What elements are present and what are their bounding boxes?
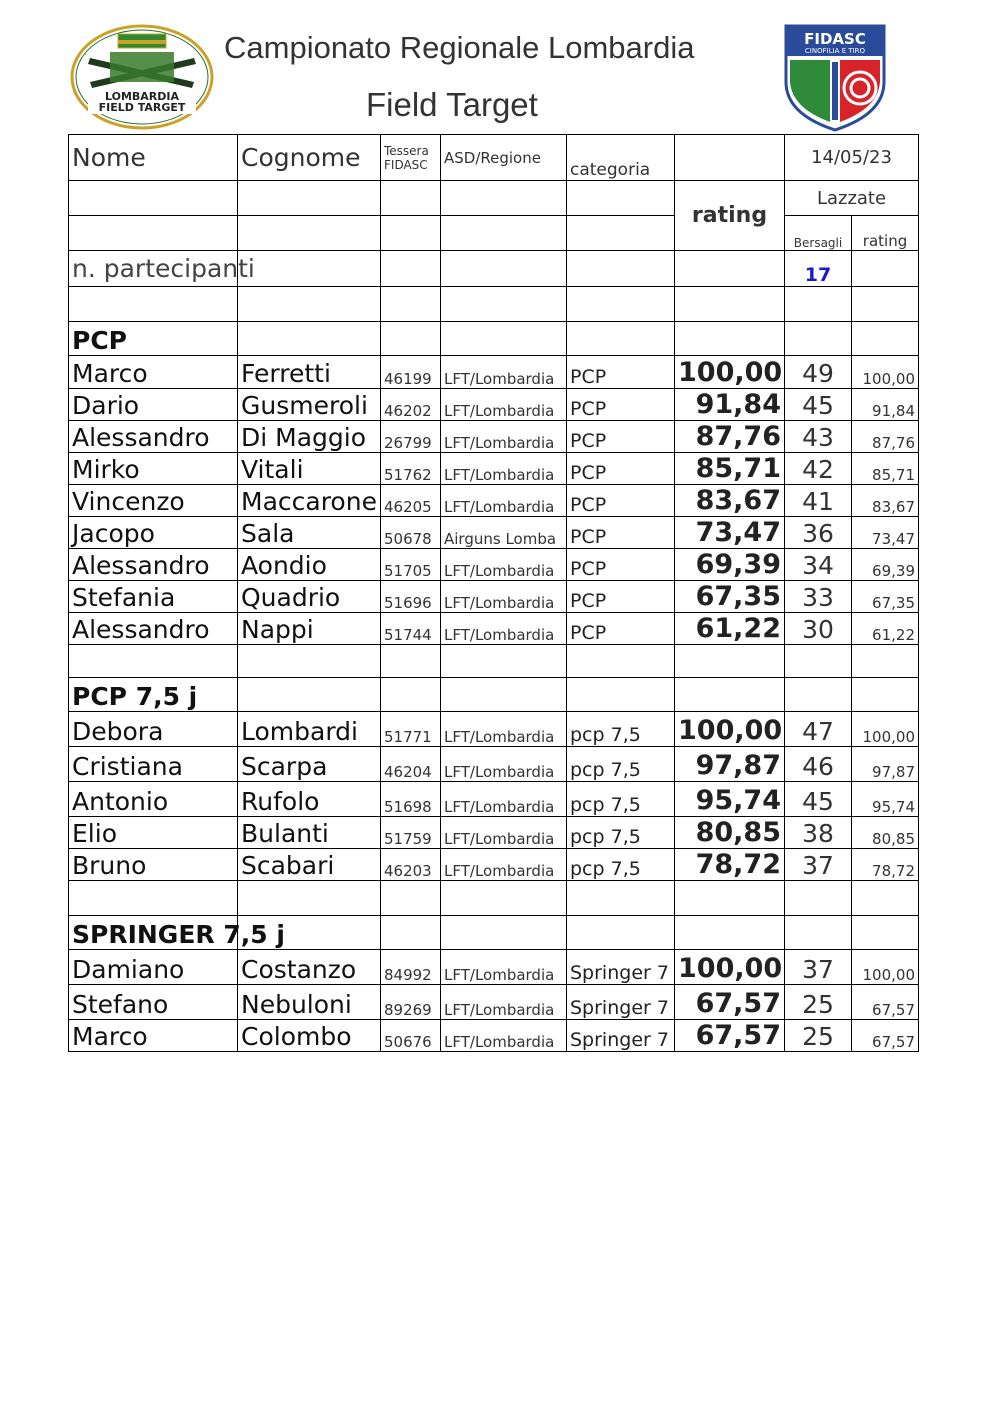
cell-bersagli: 49 [785, 356, 852, 389]
cell-rating: 73,47 [675, 517, 785, 549]
table-row [69, 747, 919, 782]
cell-nome: Alessandro [69, 613, 238, 645]
cell-tessera: 51696 [381, 581, 441, 613]
table-row [69, 985, 919, 1020]
cell-rating: 61,22 [675, 613, 785, 645]
cell-nome: Jacopo [69, 517, 238, 549]
cell-nome: Marco [69, 1020, 238, 1052]
cell-event-rating: 100,00 [852, 950, 919, 985]
cell-rating: 69,39 [675, 549, 785, 581]
col-header-rating: rating [675, 181, 785, 251]
cell-event-rating: 67,35 [852, 581, 919, 613]
section-title: SPRINGER 7,5 j [69, 916, 238, 950]
cell-tessera: 46204 [381, 747, 441, 782]
table-row [69, 712, 919, 747]
cell-bersagli: 36 [785, 517, 852, 549]
cell-rating: 67,35 [675, 581, 785, 613]
section-title: PCP [69, 322, 238, 356]
cell-asd: LFT/Lombardia [441, 389, 567, 421]
cell-tessera: 51759 [381, 817, 441, 849]
cell-asd: LFT/Lombardia [441, 581, 567, 613]
cell-categoria: PCP [567, 356, 675, 389]
cell-bersagli: 38 [785, 817, 852, 849]
cell-bersagli: 47 [785, 712, 852, 747]
cell-cognome: Sala [238, 517, 381, 549]
cell-asd: LFT/Lombardia [441, 453, 567, 485]
cell-asd: LFT/Lombardia [441, 485, 567, 517]
svg-text:CINOFILIA E TIRO: CINOFILIA E TIRO [804, 47, 866, 55]
cell-asd: Airguns Lomba [441, 517, 567, 549]
cell-nome: Debora [69, 712, 238, 747]
cell-cognome: Lombardi [238, 712, 381, 747]
cell-tessera: 26799 [381, 421, 441, 453]
cell-tessera: 51771 [381, 712, 441, 747]
cell-nome: Elio [69, 817, 238, 849]
cell-categoria: pcp 7,5 [567, 782, 675, 817]
page-title-line2: Field Target [366, 86, 538, 123]
cell-nome: Stefano [69, 985, 238, 1020]
table-row [69, 782, 919, 817]
cell-categoria: Springer 7 [567, 950, 675, 985]
cell-tessera: 46202 [381, 389, 441, 421]
cell-rating: 87,76 [675, 421, 785, 453]
cell-categoria: PCP [567, 613, 675, 645]
cell-asd: LFT/Lombardia [441, 985, 567, 1020]
cell-asd: LFT/Lombardia [441, 613, 567, 645]
cell-nome: Alessandro [69, 421, 238, 453]
cell-categoria: pcp 7,5 [567, 849, 675, 881]
cell-nome: Damiano [69, 950, 238, 985]
table-row [69, 421, 919, 453]
cell-bersagli: 33 [785, 581, 852, 613]
cell-event-rating: 67,57 [852, 985, 919, 1020]
cell-cognome: Di Maggio [238, 421, 381, 453]
cell-event-rating: 85,71 [852, 453, 919, 485]
cell-categoria: PCP [567, 421, 675, 453]
cell-tessera: 51698 [381, 782, 441, 817]
cell-tessera: 46205 [381, 485, 441, 517]
cell-rating: 78,72 [675, 849, 785, 881]
cell-bersagli: 37 [785, 950, 852, 985]
cell-bersagli: 41 [785, 485, 852, 517]
cell-nome: Mirko [69, 453, 238, 485]
cell-asd: LFT/Lombardia [441, 421, 567, 453]
event-date: 14/05/23 [785, 135, 919, 181]
event-place: Lazzate [785, 181, 919, 216]
cell-tessera: 46203 [381, 849, 441, 881]
col-header-nome: Nome [69, 135, 238, 181]
cell-tessera: 51744 [381, 613, 441, 645]
cell-asd: LFT/Lombardia [441, 817, 567, 849]
cell-cognome: Scabari [238, 849, 381, 881]
section-header-row [69, 916, 919, 950]
cell-categoria: Springer 7 [567, 985, 675, 1020]
section-title: PCP 7,5 j [69, 678, 238, 712]
table-row [69, 817, 919, 849]
cell-event-rating: 67,57 [852, 1020, 919, 1052]
cell-tessera: 89269 [381, 985, 441, 1020]
cell-tessera: 46199 [381, 356, 441, 389]
cell-nome: Cristiana [69, 747, 238, 782]
cell-event-rating: 97,87 [852, 747, 919, 782]
cell-asd: LFT/Lombardia [441, 950, 567, 985]
cell-asd: LFT/Lombardia [441, 1020, 567, 1052]
cell-bersagli: 45 [785, 782, 852, 817]
cell-categoria: PCP [567, 389, 675, 421]
table-row [69, 485, 919, 517]
col-header-categoria: categoria [567, 135, 675, 181]
cell-categoria: pcp 7,5 [567, 712, 675, 747]
cell-nome: Dario [69, 389, 238, 421]
cell-asd: LFT/Lombardia [441, 747, 567, 782]
cell-rating: 85,71 [675, 453, 785, 485]
cell-bersagli: 37 [785, 849, 852, 881]
svg-text:LOMBARDIA: LOMBARDIA [104, 90, 180, 103]
cell-bersagli: 45 [785, 389, 852, 421]
cell-bersagli: 42 [785, 453, 852, 485]
cell-tessera: 51762 [381, 453, 441, 485]
cell-event-rating: 95,74 [852, 782, 919, 817]
cell-cognome: Costanzo [238, 950, 381, 985]
cell-cognome: Nebuloni [238, 985, 381, 1020]
cell-rating: 95,74 [675, 782, 785, 817]
cell-event-rating: 69,39 [852, 549, 919, 581]
section-header-row [69, 322, 919, 356]
cell-cognome: Colombo [238, 1020, 381, 1052]
fidasc-logo [782, 22, 888, 132]
col-header-tessera: Tessera FIDASC [381, 135, 441, 181]
cell-cognome: Gusmeroli [238, 389, 381, 421]
col-header-event-rating: rating [852, 216, 919, 251]
participants-count: 17 [785, 251, 852, 287]
cell-rating: 67,57 [675, 985, 785, 1020]
cell-cognome: Maccarone [238, 485, 381, 517]
cell-rating: 91,84 [675, 389, 785, 421]
spacer-row [69, 645, 919, 678]
table-row [69, 613, 919, 645]
cell-event-rating: 61,22 [852, 613, 919, 645]
svg-text:FIELD TARGET: FIELD TARGET [98, 101, 186, 114]
cell-event-rating: 87,76 [852, 421, 919, 453]
cell-event-rating: 80,85 [852, 817, 919, 849]
cell-categoria: pcp 7,5 [567, 817, 675, 849]
cell-nome: Stefania [69, 581, 238, 613]
cell-event-rating: 78,72 [852, 849, 919, 881]
cell-cognome: Quadrio [238, 581, 381, 613]
cell-rating: 83,67 [675, 485, 785, 517]
spacer-row [69, 881, 919, 916]
cell-categoria: PCP [567, 581, 675, 613]
cell-rating: 80,85 [675, 817, 785, 849]
section-header-row [69, 678, 919, 712]
table-row [69, 356, 919, 389]
cell-bersagli: 43 [785, 421, 852, 453]
cell-rating: 100,00 [675, 712, 785, 747]
table-row [69, 517, 919, 549]
cell-bersagli: 46 [785, 747, 852, 782]
cell-bersagli: 30 [785, 613, 852, 645]
cell-categoria: pcp 7,5 [567, 747, 675, 782]
cell-event-rating: 83,67 [852, 485, 919, 517]
cell-asd: LFT/Lombardia [441, 782, 567, 817]
col-header-asd: ASD/Regione [441, 135, 567, 181]
cell-cognome: Vitali [238, 453, 381, 485]
cell-asd: LFT/Lombardia [441, 849, 567, 881]
cell-rating: 97,87 [675, 747, 785, 782]
col-header-bersagli: Bersagli [785, 216, 852, 251]
cell-tessera: 50676 [381, 1020, 441, 1052]
cell-nome: Vincenzo [69, 485, 238, 517]
cell-tessera: 50678 [381, 517, 441, 549]
cell-cognome: Aondio [238, 549, 381, 581]
cell-event-rating: 100,00 [852, 712, 919, 747]
cell-nome: Bruno [69, 849, 238, 881]
cell-cognome: Scarpa [238, 747, 381, 782]
svg-text:FIDASC: FIDASC [804, 30, 866, 48]
cell-rating: 100,00 [675, 356, 785, 389]
table-row [69, 581, 919, 613]
table-row [69, 950, 919, 985]
table-row [69, 389, 919, 421]
cell-event-rating: 73,47 [852, 517, 919, 549]
table-row [69, 453, 919, 485]
cell-cognome: Ferretti [238, 356, 381, 389]
cell-asd: LFT/Lombardia [441, 549, 567, 581]
cell-nome: Marco [69, 356, 238, 389]
cell-cognome: Bulanti [238, 817, 381, 849]
cell-event-rating: 100,00 [852, 356, 919, 389]
cell-event-rating: 91,84 [852, 389, 919, 421]
cell-cognome: Rufolo [238, 782, 381, 817]
cell-nome: Alessandro [69, 549, 238, 581]
lombardia-field-target-logo [70, 24, 214, 130]
cell-categoria: PCP [567, 485, 675, 517]
page-title-line1: Campionato Regionale Lombardia [224, 30, 695, 65]
cell-bersagli: 25 [785, 985, 852, 1020]
table-row [69, 549, 919, 581]
table-row [69, 1020, 919, 1052]
cell-bersagli: 34 [785, 549, 852, 581]
cell-categoria: PCP [567, 517, 675, 549]
cell-asd: LFT/Lombardia [441, 356, 567, 389]
cell-categoria: PCP [567, 549, 675, 581]
participants-label: n. partecipanti [69, 251, 238, 287]
cell-bersagli: 25 [785, 1020, 852, 1052]
cell-categoria: Springer 7 [567, 1020, 675, 1052]
cell-cognome: Nappi [238, 613, 381, 645]
cell-tessera: 84992 [381, 950, 441, 985]
cell-categoria: PCP [567, 453, 675, 485]
col-header-cognome: Cognome [238, 135, 381, 181]
table-row [69, 849, 919, 881]
cell-asd: LFT/Lombardia [441, 712, 567, 747]
cell-rating: 100,00 [675, 950, 785, 985]
results-table [68, 134, 919, 1052]
cell-nome: Antonio [69, 782, 238, 817]
cell-tessera: 51705 [381, 549, 441, 581]
cell-rating: 67,57 [675, 1020, 785, 1052]
